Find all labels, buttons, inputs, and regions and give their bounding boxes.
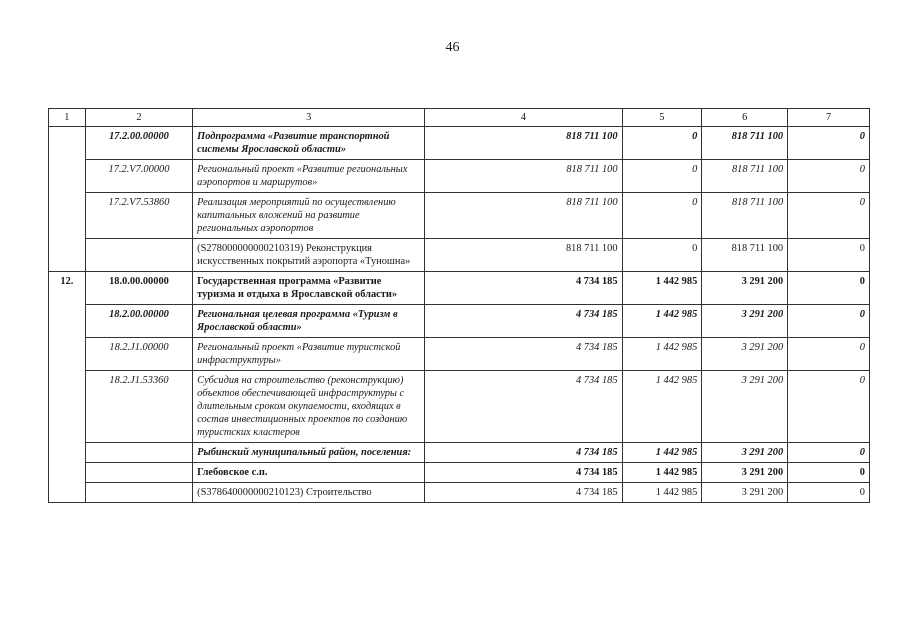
row-number bbox=[49, 127, 86, 160]
row-value-col4: 818 711 100 bbox=[425, 160, 622, 193]
row-name: Региональный проект «Развитие региональных аэропортов и маршрутов» bbox=[193, 160, 425, 193]
row-number bbox=[49, 160, 86, 193]
row-value-col6: 3 291 200 bbox=[702, 338, 788, 371]
row-value-col5: 1 442 985 bbox=[622, 272, 702, 305]
row-code bbox=[85, 483, 192, 503]
row-value-col5: 0 bbox=[622, 127, 702, 160]
row-value-col4: 4 734 185 bbox=[425, 305, 622, 338]
row-value-col7: 0 bbox=[788, 443, 870, 463]
row-value-col6: 3 291 200 bbox=[702, 483, 788, 503]
row-value-col5: 0 bbox=[622, 193, 702, 239]
row-name: (S278000000000210319) Реконструкция искусственных покрытий аэропорта «Туношна» bbox=[193, 239, 425, 272]
table-row bbox=[49, 160, 870, 193]
header-col-1: 1 bbox=[49, 109, 86, 127]
row-name: Субсидия на строительство (реконструкцию) объектов обеспечивающей инфраструктуры с длительным сроком окупаемости, входящих в состав инвестиционных проектов по созданию туристских кластеров bbox=[193, 371, 425, 443]
row-value-col7: 0 bbox=[788, 160, 870, 193]
row-value-col4: 818 711 100 bbox=[425, 239, 622, 272]
header-col-4: 4 bbox=[425, 109, 622, 127]
budget-table bbox=[48, 108, 870, 503]
row-value-col4: 818 711 100 bbox=[425, 193, 622, 239]
row-value-col7: 0 bbox=[788, 193, 870, 239]
row-code bbox=[85, 463, 192, 483]
row-value-col7: 0 bbox=[788, 338, 870, 371]
table-row bbox=[49, 371, 870, 443]
row-number bbox=[49, 193, 86, 239]
row-name: Подпрограмма «Развитие транспортной системы Ярославской области» bbox=[193, 127, 425, 160]
row-value-col7: 0 bbox=[788, 239, 870, 272]
row-code: 18.0.00.00000 bbox=[85, 272, 192, 305]
row-value-col7: 0 bbox=[788, 463, 870, 483]
table-row bbox=[49, 127, 870, 160]
table-row bbox=[49, 483, 870, 503]
table-row bbox=[49, 443, 870, 463]
page-number: 46 bbox=[445, 40, 460, 55]
row-value-col6: 3 291 200 bbox=[702, 463, 788, 483]
row-code: 18.2.00.00000 bbox=[85, 305, 192, 338]
row-number bbox=[49, 338, 86, 371]
row-value-col6: 818 711 100 bbox=[702, 193, 788, 239]
row-value-col4: 4 734 185 bbox=[425, 483, 622, 503]
row-value-col4: 4 734 185 bbox=[425, 371, 622, 443]
row-value-col6: 3 291 200 bbox=[702, 305, 788, 338]
row-value-col5: 0 bbox=[622, 160, 702, 193]
row-value-col7: 0 bbox=[788, 272, 870, 305]
row-number bbox=[49, 483, 86, 503]
row-code: 17.2.00.00000 bbox=[85, 127, 192, 160]
table-header-row bbox=[49, 109, 870, 127]
table-row bbox=[49, 193, 870, 239]
row-code: 17.2.V7.00000 bbox=[85, 160, 192, 193]
row-value-col7: 0 bbox=[788, 371, 870, 443]
row-value-col5: 1 442 985 bbox=[622, 305, 702, 338]
row-number bbox=[49, 371, 86, 443]
row-name: Государственная программа «Развитие туризма и отдыха в Ярославской области» bbox=[193, 272, 425, 305]
row-value-col4: 4 734 185 bbox=[425, 272, 622, 305]
row-value-col6: 818 711 100 bbox=[702, 239, 788, 272]
row-number bbox=[49, 239, 86, 272]
header-col-5: 5 bbox=[622, 109, 702, 127]
header-col-7: 7 bbox=[788, 109, 870, 127]
row-value-col7: 0 bbox=[788, 305, 870, 338]
row-code bbox=[85, 443, 192, 463]
header-col-2: 2 bbox=[85, 109, 192, 127]
row-value-col5: 0 bbox=[622, 239, 702, 272]
row-number bbox=[49, 443, 86, 463]
row-value-col4: 4 734 185 bbox=[425, 338, 622, 371]
row-name: Глебовское с.п. bbox=[193, 463, 425, 483]
row-number bbox=[49, 305, 86, 338]
row-code: 17.2.V7.53860 bbox=[85, 193, 192, 239]
table-row bbox=[49, 239, 870, 272]
table-row bbox=[49, 338, 870, 371]
row-code: 18.2.J1.00000 bbox=[85, 338, 192, 371]
row-code: 18.2.J1.53360 bbox=[85, 371, 192, 443]
row-name: Рыбинский муниципальный район, поселения: bbox=[193, 443, 425, 463]
row-value-col6: 818 711 100 bbox=[702, 127, 788, 160]
row-value-col5: 1 442 985 bbox=[622, 371, 702, 443]
row-value-col5: 1 442 985 bbox=[622, 443, 702, 463]
row-name: Региональная целевая программа «Туризм в Ярославской области» bbox=[193, 305, 425, 338]
row-number bbox=[49, 463, 86, 483]
header-col-3: 3 bbox=[193, 109, 425, 127]
row-value-col5: 1 442 985 bbox=[622, 483, 702, 503]
row-value-col4: 4 734 185 bbox=[425, 463, 622, 483]
row-value-col6: 818 711 100 bbox=[702, 160, 788, 193]
row-value-col5: 1 442 985 bbox=[622, 338, 702, 371]
row-value-col6: 3 291 200 bbox=[702, 371, 788, 443]
row-number: 12. bbox=[49, 272, 86, 305]
row-name: Реализация мероприятий по осуществлению капитальных вложений на развитие региональных аэропортов bbox=[193, 193, 425, 239]
row-value-col5: 1 442 985 bbox=[622, 463, 702, 483]
row-value-col4: 4 734 185 bbox=[425, 443, 622, 463]
row-name: (S378640000000210123) Строительство bbox=[193, 483, 425, 503]
row-value-col4: 818 711 100 bbox=[425, 127, 622, 160]
row-value-col6: 3 291 200 bbox=[702, 272, 788, 305]
table-row bbox=[49, 463, 870, 483]
row-code bbox=[85, 239, 192, 272]
header-col-6: 6 bbox=[702, 109, 788, 127]
table-row bbox=[49, 272, 870, 305]
row-value-col7: 0 bbox=[788, 483, 870, 503]
table-row bbox=[49, 305, 870, 338]
row-value-col6: 3 291 200 bbox=[702, 443, 788, 463]
row-value-col7: 0 bbox=[788, 127, 870, 160]
row-name: Региональный проект «Развитие туристской инфраструктуры» bbox=[193, 338, 425, 371]
